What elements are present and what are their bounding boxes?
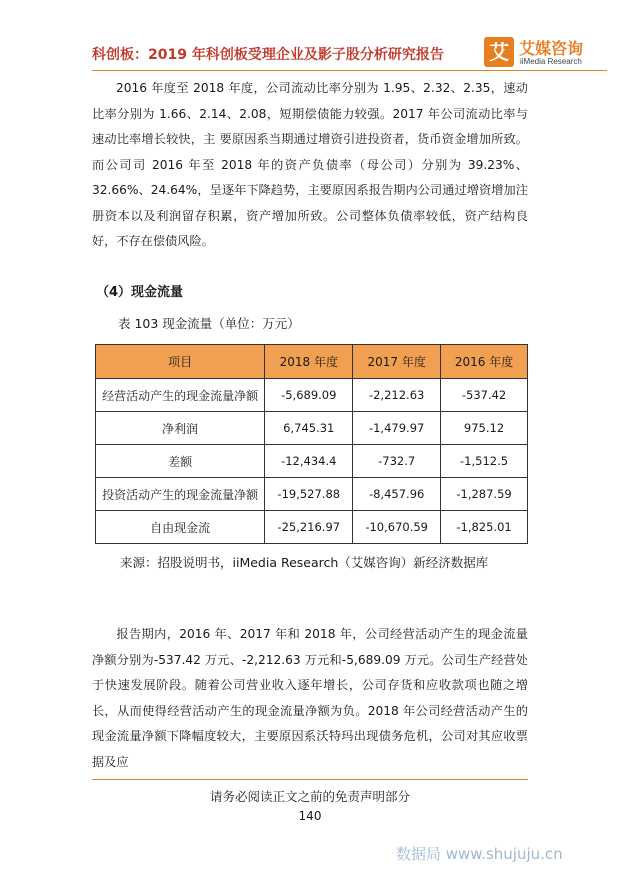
logo bbox=[484, 37, 604, 71]
table-header-cell: 2017 年度 bbox=[353, 345, 441, 379]
row-label: 净利润 bbox=[96, 412, 265, 445]
table-cell: -1,512.5 bbox=[441, 445, 528, 478]
row-label: 经营活动产生的现金流量净额 bbox=[96, 379, 265, 412]
header-divider bbox=[92, 70, 607, 71]
logo-name-en: iiMedia Research bbox=[520, 57, 582, 66]
row-label: 差额 bbox=[96, 445, 265, 478]
logo-mark-icon: 艾 bbox=[484, 37, 514, 67]
table-cell: 975.12 bbox=[441, 412, 528, 445]
table-cell: -10,670.59 bbox=[353, 511, 441, 544]
table-cell: -732.7 bbox=[353, 445, 441, 478]
table-cell: -1,287.59 bbox=[441, 478, 528, 511]
table-header-cell: 项目 bbox=[96, 345, 265, 379]
footer-divider bbox=[92, 779, 528, 780]
table-row bbox=[96, 445, 528, 478]
report-title: 科创板：2019 年科创板受理企业及影子股分析研究报告 bbox=[92, 47, 444, 63]
paragraph-liquidity-text: 2016 年度至 2018 年度，公司流动比率分别为 1.95、2.32、2.35，速动比率分别为 1.66、2.14、2.08，短期偿债能力较强。2017 年公司流动比率与速动比率增长较快，主 要原因系当期通过增资引进投资者，货币资金增加所致。而公司司 2016 年至 2018 年的资产负债率（母公司）分别为 39.23%、32.66%、24.64%，呈逐年下降趋势，主要原因系报告期内公司通过增资增加注册资本以及利润留存积累，资产增加所致。公司整体负债率较低，资产结构良好，不存在偿债风险。 bbox=[92, 81, 528, 248]
table-row bbox=[96, 511, 528, 544]
section-heading: （4）现金流量 bbox=[96, 285, 184, 300]
cash-flow-table bbox=[95, 344, 528, 544]
table-cell: -1,479.97 bbox=[353, 412, 441, 445]
table-header-cell: 2016 年度 bbox=[441, 345, 528, 379]
table-header-cell: 2018 年度 bbox=[265, 345, 353, 379]
table-row bbox=[96, 478, 528, 511]
paragraph-liquidity bbox=[92, 76, 528, 255]
row-label: 自由现金流 bbox=[96, 511, 265, 544]
source-note: 来源：招股说明书，iiMedia Research（艾媒咨询）新经济数据库 bbox=[120, 555, 489, 570]
table-caption: 表 103 现金流量（单位：万元） bbox=[118, 316, 300, 331]
logo-name-cn: 艾媒咨询 bbox=[519, 39, 584, 58]
table-row bbox=[96, 412, 528, 445]
table-cell: 6,745.31 bbox=[265, 412, 353, 445]
table-cell: -25,216.97 bbox=[265, 511, 353, 544]
paragraph-cash-flow bbox=[92, 622, 528, 775]
paragraph-cash-flow-text: 报告期内，2016 年、2017 年和 2018 年，公司经营活动产生的现金流量净额分别为-537.42 万元、-2,212.63 万元和-5,689.09 万元。公司生产经营处于快速发展阶段。随着公司营业收入逐年增长，公司存货和应收款项也随之增长，从而使得经营活动产生的现金流量净额为负。2018 年公司经营活动产生的现金流量净额下降幅度较大，主要原因系沃特玛出现债务危机，公司对其应收票据及应 bbox=[92, 627, 528, 769]
table-cell: -5,689.09 bbox=[265, 379, 353, 412]
table-row bbox=[96, 379, 528, 412]
page-number: 140 bbox=[298, 809, 322, 823]
table-cell: -537.42 bbox=[441, 379, 528, 412]
table-header-row bbox=[96, 345, 528, 379]
table-cell: -12,434.4 bbox=[265, 445, 353, 478]
watermark: 数据局 www.shujuju.cn bbox=[396, 845, 563, 863]
table-cell: -1,825.01 bbox=[441, 511, 528, 544]
table-cell: -19,527.88 bbox=[265, 478, 353, 511]
disclaimer: 请务必阅读正文之前的免责声明部分 bbox=[209, 789, 410, 804]
table-cell: -8,457.96 bbox=[353, 478, 441, 511]
row-label: 投资活动产生的现金流量净额 bbox=[96, 478, 265, 511]
table-cell: -2,212.63 bbox=[353, 379, 441, 412]
